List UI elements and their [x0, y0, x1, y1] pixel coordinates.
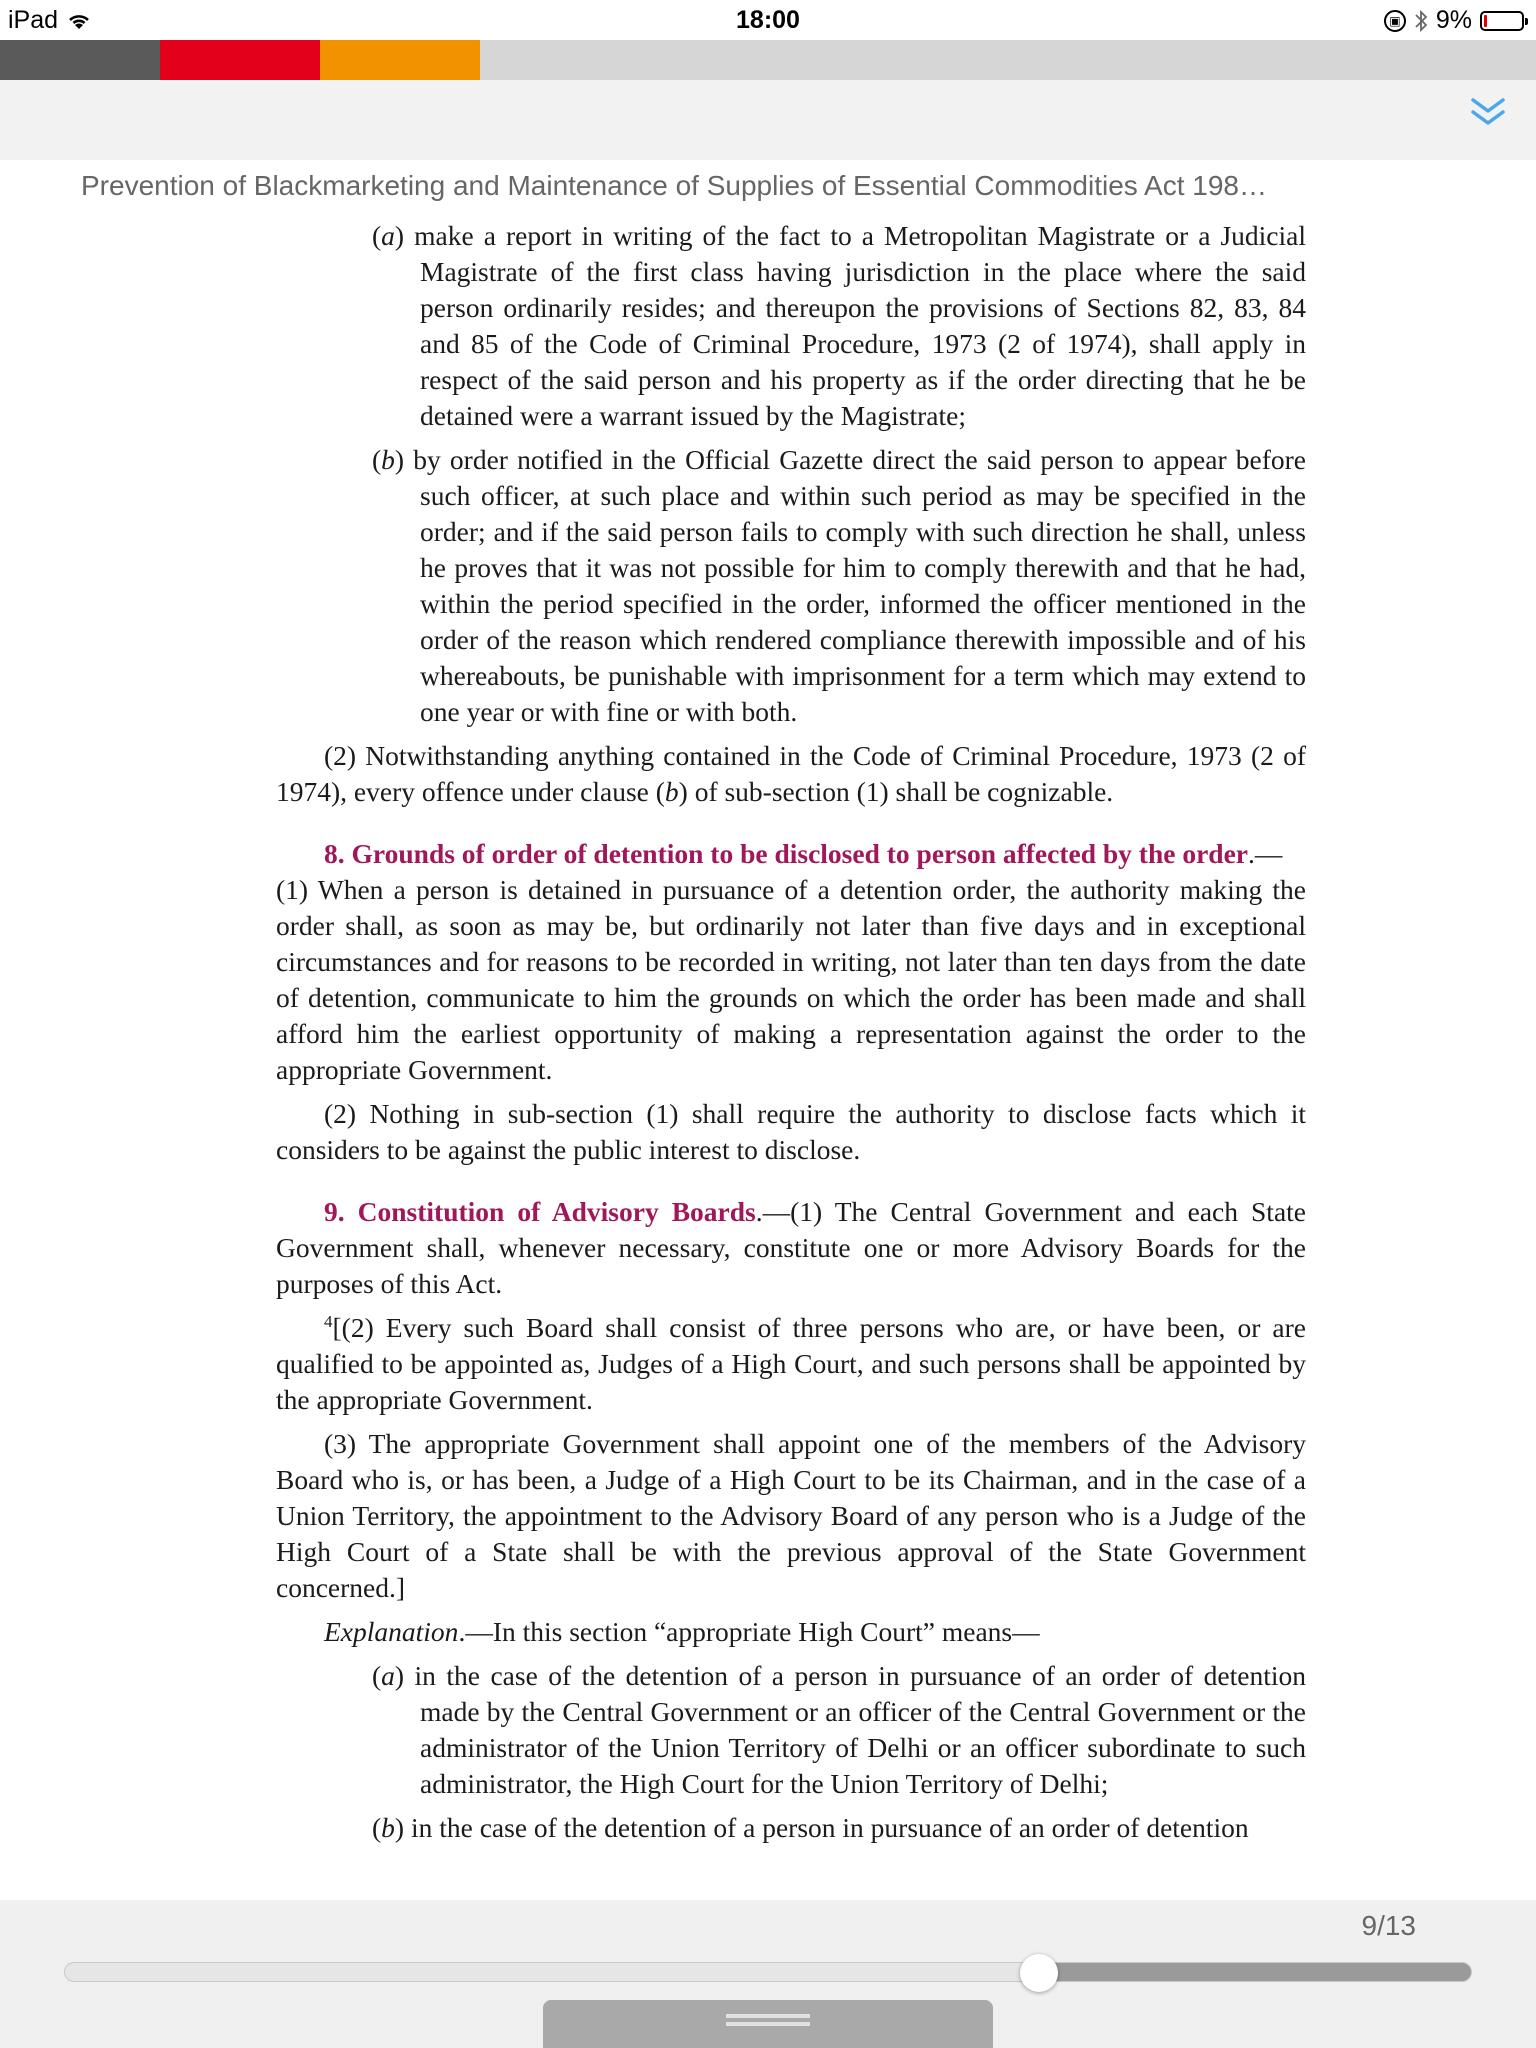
clause-text: in the case of the detention of a person in pursuance of an order of detention made by the Central Government or an officer of the Central Government or the administrator of the Union Territory of Delhi or an officer subordinate to such administrator, the High Court for the Union Territory of Delhi;: [414, 1660, 1306, 1799]
paragraph-text: (2) Notwithstanding anything contained in the Code of Criminal Procedure, 1973 (2 of 1974), every offence under clause (: [276, 740, 1306, 807]
status-right: [1384, 6, 1524, 35]
section-heading: 8. Grounds of order of detention to be disclosed to person affected by the order: [324, 838, 1248, 869]
device-name: iPad: [8, 6, 59, 34]
section-9-subsection-2: [276, 1310, 1306, 1418]
tab-strip: [0, 40, 1536, 80]
battery-level-fill: [1484, 15, 1487, 27]
paragraph-text: ) of sub-section (1) shall be cognizable.: [678, 776, 1114, 807]
tab-segment-orange[interactable]: [320, 40, 480, 80]
section-9-subsection-3: [276, 1426, 1306, 1606]
paragraph-text: (2) Nothing in sub-section (1) shall require the authority to disclose facts which it considers to be against the public interest to disclose.: [276, 1098, 1306, 1165]
bluetooth-icon: [1414, 9, 1428, 33]
grip-line: [726, 2022, 810, 2026]
tab-segment-red[interactable]: [160, 40, 320, 80]
section-9: [276, 1194, 1306, 1302]
section-8: [276, 836, 1306, 1088]
explanation-clause-a: (a) in the case of the detention of a person in pursuance of an order of detention made by the Central Government or an officer of the Central Government or the administrator of the Union Territory of Delhi or an officer subordinate to such administrator, the High Court for the Union Territory of Delhi;: [372, 1660, 1306, 1799]
orientation-lock-icon: ▣: [1384, 10, 1406, 32]
page-slider-remaining: [1040, 1963, 1472, 1982]
battery-percent: 9%: [1435, 6, 1472, 34]
tab-segment-dark[interactable]: [0, 40, 160, 80]
explanation: [276, 1614, 1306, 1650]
explanation-clause-b: (b) in the case of the detention of a person in pursuance of an order of detention: [372, 1812, 1249, 1843]
section-8-subsection-2: [276, 1096, 1306, 1168]
clause-label: b: [381, 1812, 395, 1843]
paragraph-text: (1) When a person is detained in pursuance of a detention order, the authority making the order shall, as soon as may be, but ordinarily not later than five days and in exceptional circumstances and for reasons to be recorded in writing, not later than ten days from the date of detention, communicate to him the grounds on which the order has been made and shall afford him the earliest opportunity of making a representation against the order to the appropriate Government.: [276, 874, 1306, 1085]
document-page: [276, 218, 1306, 1846]
page-slider-thumb[interactable]: [1020, 1954, 1058, 1992]
heading-dash: .—: [1248, 838, 1283, 869]
clock: 18:00: [736, 6, 800, 34]
bottom-drawer-handle[interactable]: [543, 2000, 993, 2048]
double-chevron-down-icon: [1470, 97, 1506, 127]
page-indicator: 9/13: [1361, 1910, 1416, 1941]
paragraph-text: (3) The appropriate Government shall appoint one of the members of the Advisory Board who is, or has been, a Judge of a High Court to be its Chairman, and in the case of a Union Territory, the appointment to the Advisory Board of any person who is a Judge of the High Court of a State shall be with the previous approval of the State Government concerned.]: [276, 1428, 1306, 1603]
reader-toolbar: [0, 80, 1536, 160]
grip-line: [726, 2014, 810, 2018]
paragraph-text: .—(1) The Central Government and each State Government shall, whenever necessary, constitute one or more Advisory Boards for the purposes of this Act.: [276, 1196, 1306, 1299]
status-bar: [0, 0, 1536, 40]
clause-label: a: [381, 1660, 395, 1691]
clause-text: make a report in writing of the fact to a Metropolitan Magistrate or a Judicial Magistrate of the first class having jurisdiction in the place where the said person ordinarily resides; and thereupon the provisions of Sections 82, 83, 84 and 85 of the Code of Criminal Procedure, 1973 (2 of 1974), shall apply in respect of the said person and his property as if the order directing that he be detained were a warrant issued by the Magistrate;: [414, 220, 1306, 431]
paragraph-text: [(2) Every such Board shall consist of three persons who are, or have been, or are qualified to be appointed as, Judges of a High Court, and such persons shall be appointed by the appropriate Government.: [276, 1312, 1306, 1415]
clause-ref: b: [664, 776, 679, 807]
page-slider-track[interactable]: [64, 1962, 1472, 1982]
document-title: Prevention of Blackmarketing and Maintenance of Supplies of Essential Commodities Act 198…: [81, 170, 1267, 201]
battery-icon: [1480, 11, 1524, 31]
footnote-marker[interactable]: 4: [324, 1311, 333, 1331]
clause-b: (b) by order notified in the Official Gazette direct the said person to appear before such officer, at such place and within such period as may be specified in the order; and if the said person fails to comply with such direction he shall, unless he proves that it was not possible for him to comply therewith and that he had, within the period specified in the order, informed the officer mentioned in the order of the reason which rendered compliance therewith impossible and of his whereabouts, be punishable with imprisonment for a term which may extend to one year or with fine or with both.: [372, 444, 1306, 727]
clause-label: a: [381, 220, 395, 251]
clause-label: b: [381, 444, 395, 475]
explanation-label: Explanation: [324, 1616, 459, 1647]
subsection-2: [276, 738, 1306, 810]
clause-text: in the case of the detention of a person in pursuance of an order of detention: [410, 1812, 1249, 1843]
clause-text: by order notified in the Official Gazette direct the said person to appear before such officer, at such place and within such period as may be specified in the order; and if the said person fails to comply with such direction he shall, unless he proves that it was not possible for him to comply therewith and that he had, within the period specified in the order, informed the officer mentioned in the order of the reason which rendered compliance therewith impossible and of his whereabouts, be punishable with imprisonment for a term which may extend to one year or with fine or with both.: [413, 444, 1306, 727]
section-heading: 9. Constitution of Advisory Boards: [324, 1196, 756, 1227]
paragraph-text: .—In this section “appropriate High Court” means—: [458, 1616, 1040, 1647]
collapse-toolbar-button[interactable]: [1466, 90, 1510, 134]
clause-a: (a) make a report in writing of the fact to a Metropolitan Magistrate or a Judicial Magistrate of the first class having jurisdiction in the place where the said person ordinarily resides; and thereupon the provisions of Sections 82, 83, 84 and 85 of the Code of Criminal Procedure, 1973 (2 of 1974), shall apply in respect of the said person and his property as if the order directing that he be detained were a warrant issued by the Magistrate;: [372, 220, 1306, 431]
